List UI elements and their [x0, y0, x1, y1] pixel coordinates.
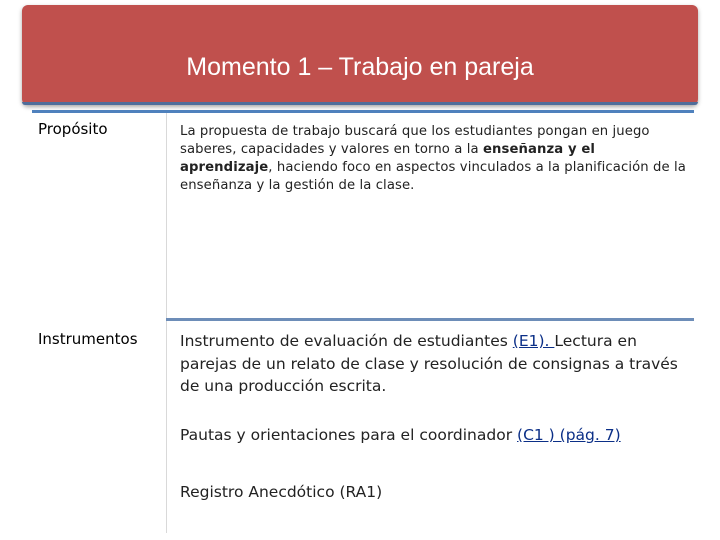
proposito-text-end: , haciendo foco en aspectos vinculados a la planificación de la enseñanza y la gestión de la clase. [180, 160, 686, 193]
column-divider [166, 113, 167, 533]
instrument-c1-link[interactable]: (C1 ) (pág. 7) [517, 426, 621, 444]
row-divider [166, 318, 694, 321]
instrument-item-e1 [180, 330, 692, 398]
proposito-bold-text: enseñanza y el aprendizaje [180, 142, 596, 175]
instrument-ra1-text: Registro Anecdótico (RA1) [180, 483, 383, 501]
table-top-rule [32, 110, 694, 113]
proposito-text-start: La propuesta de trabajo buscará que los estudiantes pongan en juego saberes, capacidades y valores en torno a la [180, 124, 650, 157]
instrument-e1-text: Instrumento de evaluación de estudiantes [180, 332, 513, 350]
instrument-e1-description: Lectura en parejas de un relato de clase y resolución de consignas a través de una producción escrita. [180, 332, 678, 395]
instrument-item-ra1 [180, 481, 692, 504]
title-banner [22, 5, 698, 105]
slide-title: Momento 1 – Trabajo en pareja [186, 53, 534, 81]
instrument-item-c1 [180, 424, 692, 447]
proposito-text [180, 123, 692, 195]
instrument-e1-link[interactable]: (E1). [512, 332, 555, 350]
row-label-instrumentos: Instrumentos [38, 330, 138, 348]
title-underline [22, 102, 698, 105]
row-label-proposito: Propósito [38, 120, 108, 138]
instrument-c1-text: Pautas y orientaciones para el coordinador [180, 426, 518, 444]
